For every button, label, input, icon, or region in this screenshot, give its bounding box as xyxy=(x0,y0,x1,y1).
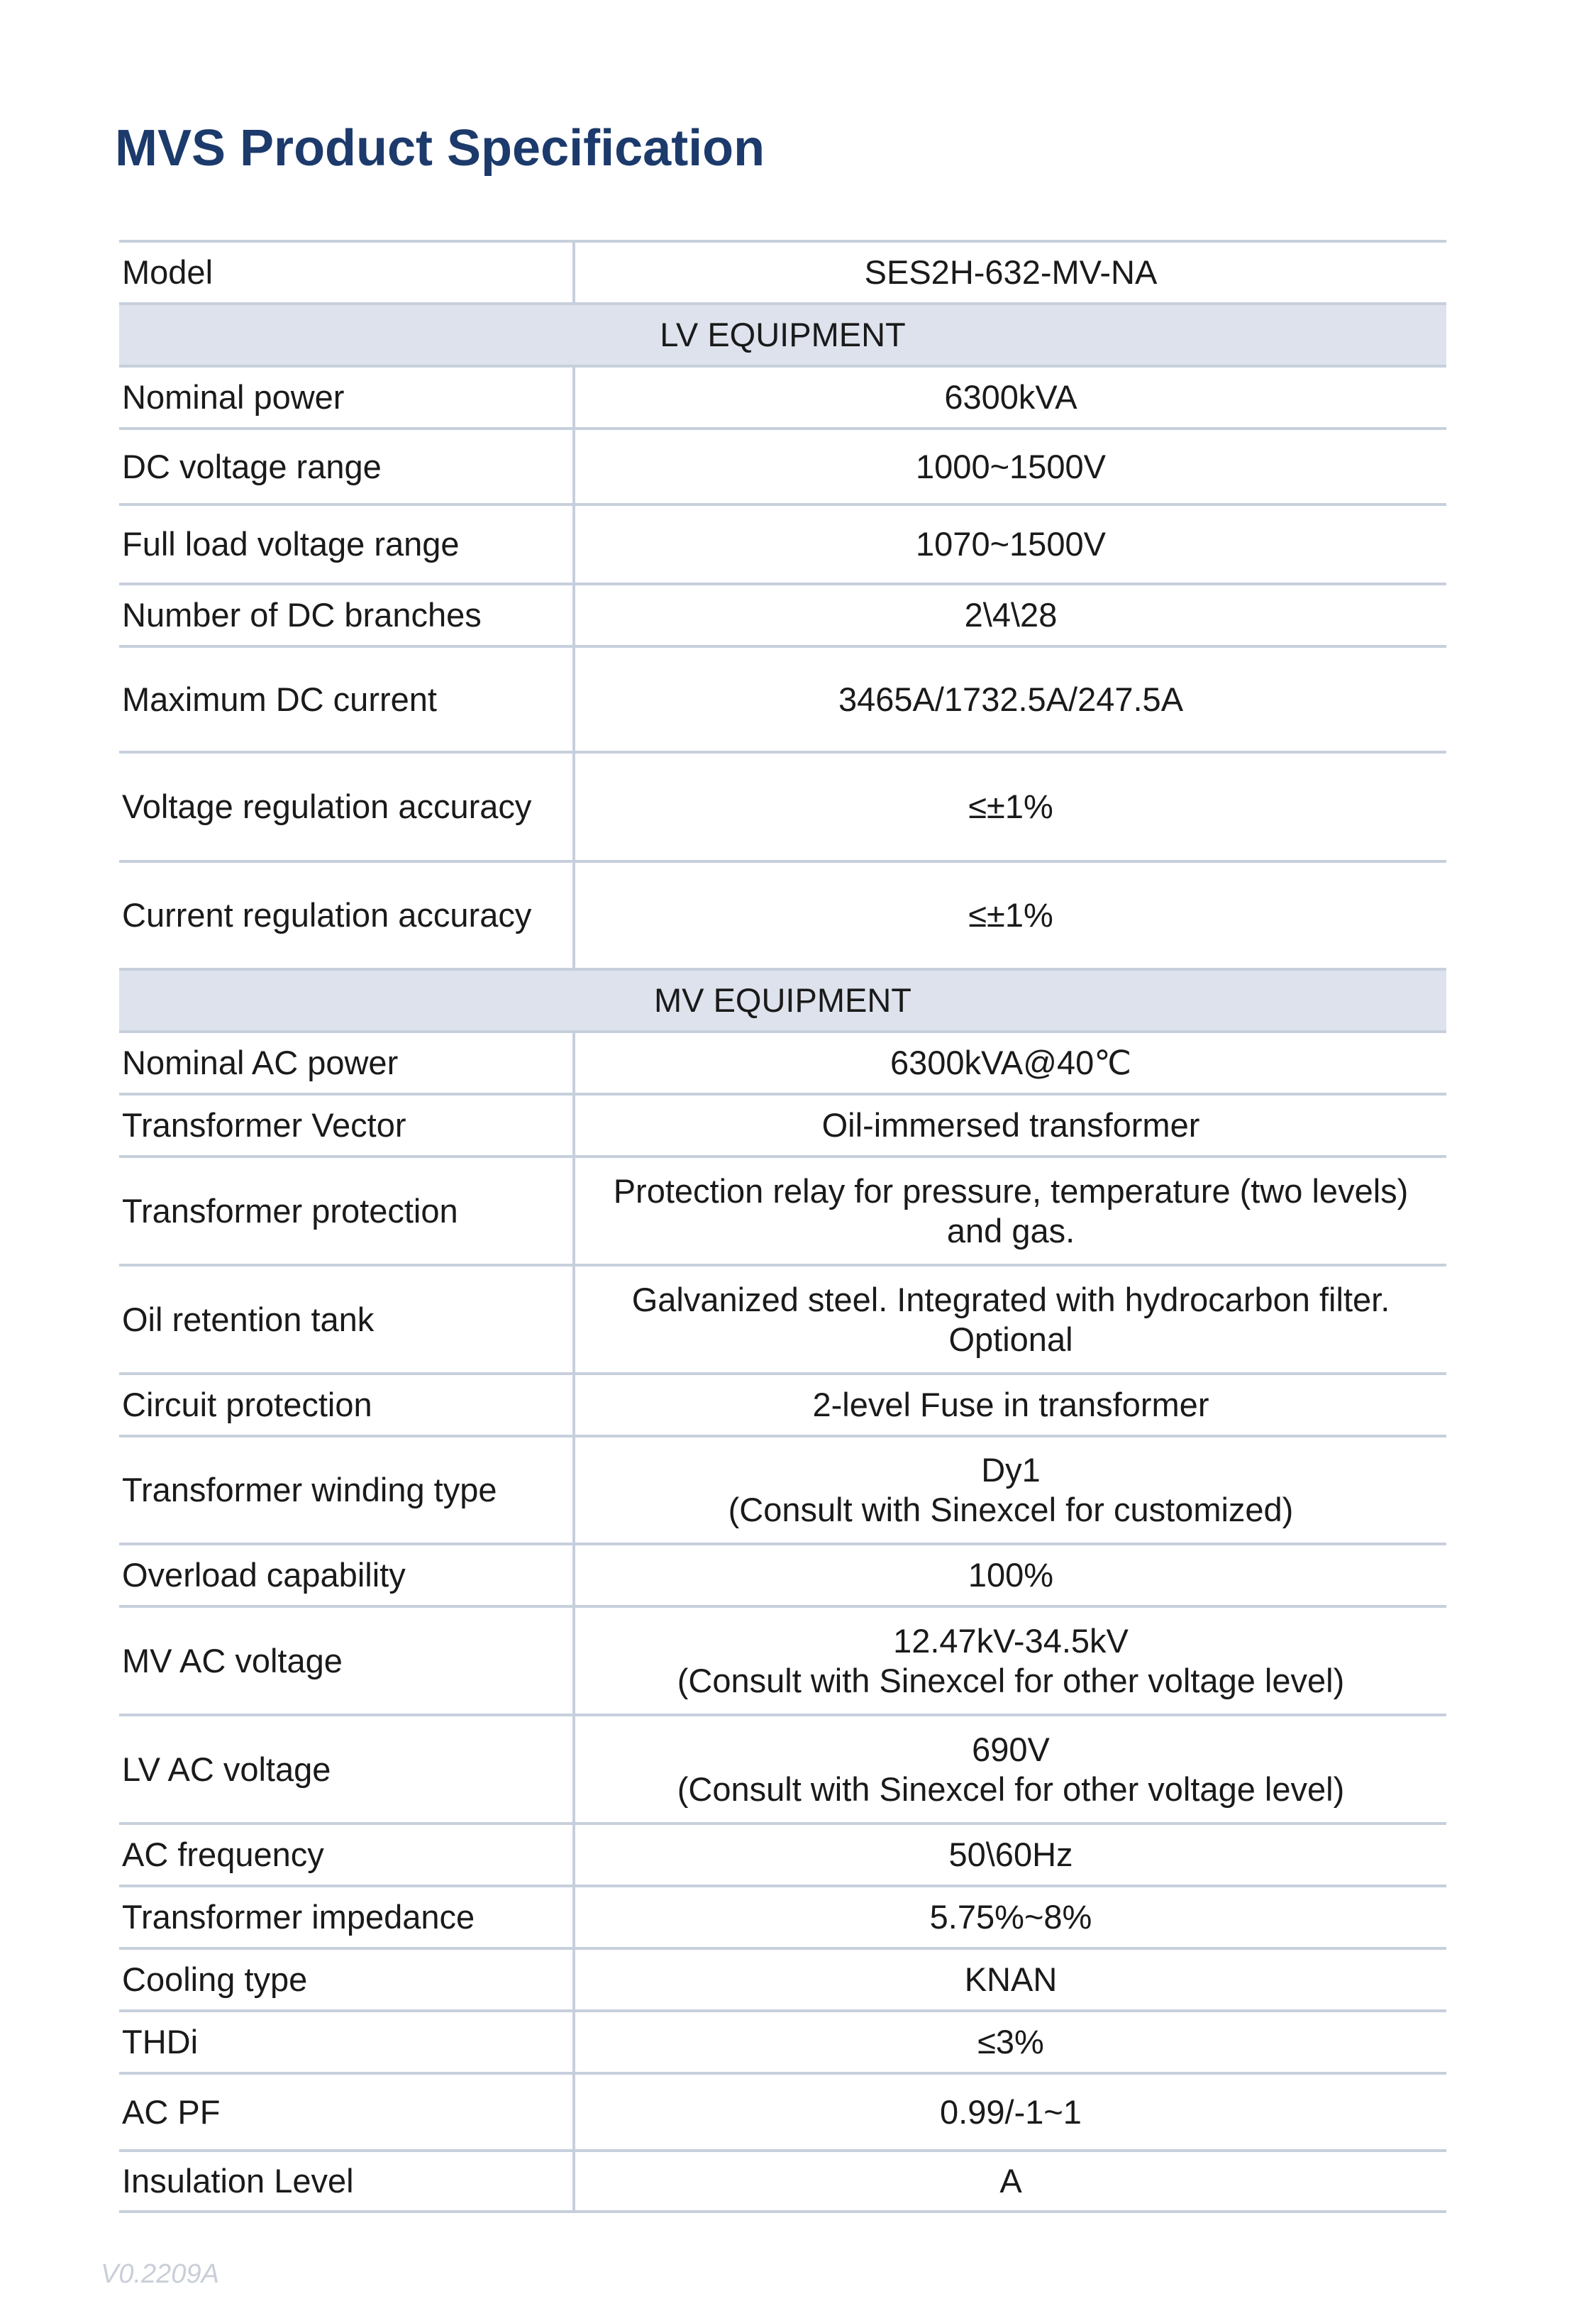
table-row xyxy=(119,1374,1446,1436)
section-heading: MV EQUIPMENT xyxy=(119,969,1446,1032)
row-value: 50\60Hz xyxy=(574,1824,1446,1886)
row-label: Nominal power xyxy=(119,366,574,429)
table-row xyxy=(119,861,1446,969)
section-header-mv xyxy=(119,969,1446,1032)
table-row-model xyxy=(119,241,1446,304)
row-label: Cooling type xyxy=(119,1948,574,2011)
table-row xyxy=(119,2073,1446,2151)
table-row xyxy=(119,1715,1446,1824)
row-value: 2-level Fuse in transformer xyxy=(574,1374,1446,1436)
table-row xyxy=(119,1948,1446,2011)
row-value: 100% xyxy=(574,1544,1446,1606)
row-value: A xyxy=(574,2151,1446,2212)
row-label: Overload capability xyxy=(119,1544,574,1606)
row-value: Galvanized steel. Integrated with hydrocarbon filter. Optional xyxy=(574,1265,1446,1374)
table-row xyxy=(119,429,1446,504)
row-label: AC PF xyxy=(119,2073,574,2151)
table-row xyxy=(119,504,1446,584)
table-row xyxy=(119,584,1446,646)
row-label: DC voltage range xyxy=(119,429,574,504)
table-row xyxy=(119,1606,1446,1715)
table-row xyxy=(119,1436,1446,1544)
row-label: Oil retention tank xyxy=(119,1265,574,1374)
row-label: Maximum DC current xyxy=(119,646,574,752)
row-label: Number of DC branches xyxy=(119,584,574,646)
table-row xyxy=(119,1886,1446,1948)
row-value: 1000~1500V xyxy=(574,429,1446,504)
row-value: 3465A/1732.5A/247.5A xyxy=(574,646,1446,752)
row-label: THDi xyxy=(119,2011,574,2073)
row-label: AC frequency xyxy=(119,1824,574,1886)
value-line: 12.47kV-34.5kV xyxy=(893,1621,1129,1660)
table-row xyxy=(119,366,1446,429)
row-label: Transformer winding type xyxy=(119,1436,574,1544)
value-note: (Consult with Sinexcel for other voltage level) xyxy=(677,1661,1345,1699)
table-row xyxy=(119,2151,1446,2212)
version-label: V0.2209A xyxy=(101,2259,219,2289)
row-label: Transformer Vector xyxy=(119,1094,574,1157)
table-row xyxy=(119,2011,1446,2073)
row-value: SES2H-632-MV-NA xyxy=(574,241,1446,304)
table-row xyxy=(119,646,1446,752)
row-value: Oil-immersed transformer xyxy=(574,1094,1446,1157)
row-value: Protection relay for pressure, temperature (two levels) and gas. xyxy=(574,1157,1446,1265)
page-title: MVS Product Specification xyxy=(115,120,765,177)
section-heading: LV EQUIPMENT xyxy=(119,304,1446,366)
row-label: LV AC voltage xyxy=(119,1715,574,1824)
row-value: 0.99/-1~1 xyxy=(574,2073,1446,2151)
row-value: ≤3% xyxy=(574,2011,1446,2073)
row-label: Transformer impedance xyxy=(119,1886,574,1948)
row-label: Current regulation accuracy xyxy=(119,861,574,969)
table-row xyxy=(119,1265,1446,1374)
row-value: KNAN xyxy=(574,1948,1446,2011)
row-label: Circuit protection xyxy=(119,1374,574,1436)
row-label: Nominal AC power xyxy=(119,1032,574,1094)
row-value xyxy=(574,1436,1446,1544)
row-label: Insulation Level xyxy=(119,2151,574,2212)
table-row xyxy=(119,1094,1446,1157)
row-value: 6300kVA xyxy=(574,366,1446,429)
table-row xyxy=(119,1157,1446,1265)
row-value: 6300kVA@40℃ xyxy=(574,1032,1446,1094)
table-row xyxy=(119,752,1446,861)
value-note: (Consult with Sinexcel for other voltage level) xyxy=(677,1770,1345,1808)
row-value xyxy=(574,1606,1446,1715)
row-label: Model xyxy=(119,241,574,304)
row-label: MV AC voltage xyxy=(119,1606,574,1715)
row-value: ≤±1% xyxy=(574,861,1446,969)
table-row xyxy=(119,1032,1446,1094)
row-value: 2\4\28 xyxy=(574,584,1446,646)
row-value: ≤±1% xyxy=(574,752,1446,861)
value-line: 690V xyxy=(972,1730,1050,1768)
value-line: Dy1 xyxy=(981,1451,1041,1489)
value-note: (Consult with Sinexcel for customized) xyxy=(728,1491,1294,1528)
spec-table xyxy=(119,240,1446,2213)
table-row xyxy=(119,1824,1446,1886)
row-label: Transformer protection xyxy=(119,1157,574,1265)
row-value xyxy=(574,1715,1446,1824)
section-header-lv xyxy=(119,304,1446,366)
row-label: Full load voltage range xyxy=(119,504,574,584)
table-row xyxy=(119,1544,1446,1606)
row-value: 5.75%~8% xyxy=(574,1886,1446,1948)
row-label: Voltage regulation accuracy xyxy=(119,752,574,861)
row-value: 1070~1500V xyxy=(574,504,1446,584)
